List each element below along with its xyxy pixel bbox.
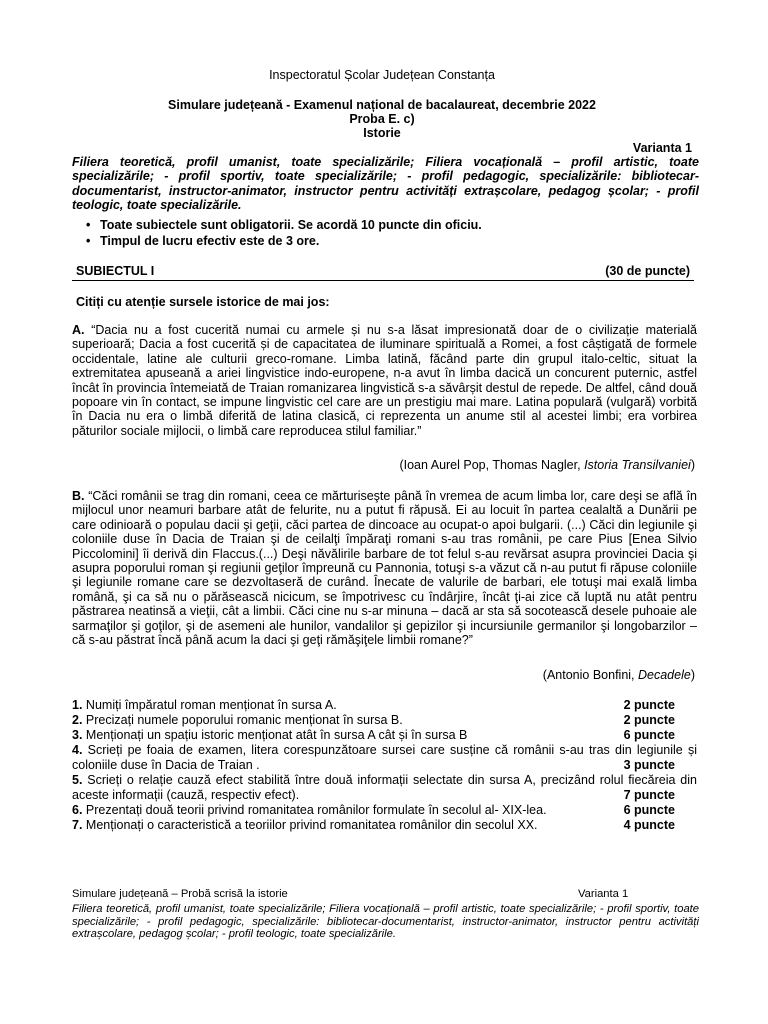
source-a-work: Istoria Transilvaniei — [584, 458, 691, 472]
filiera-description: Filiera teoretică, profil umanist, toate specializările; Filiera vocațională – profil artistic, toate specializările; - profil sportiv, toate specializările; - profil pedagogic, specializările: bibliotecar-documentarist, instructor-animator, instructor pentru activități extrașcolare, pedagog școlar; - profil teologic, toate specializările. — [72, 155, 699, 213]
source-a-text: “Dacia nu a fost cucerită numai cu armele și nu s-a lăsat impresionată doar de o civilizație materială superioară; Dacia a fost cucerită și de capacitatea de iluminare spirituală a Romei, a fost câștigată de formele occidentale, latine ale culturii greco-romane. Limba latină, făcând parte din grupul italo-celtic, situat la extremitatea apuseană a ariei lingvistice indo-europene, n-a avut în limba dacică un concurent puternic, astfel încât în provincia întemeiată de Traian romanizarea lingvistică s-a săvârșit destul de repede. De altfel, când două popoare vin în contact, se impune lingvistic cel care are un prestigiu mai mare. Latina populară (vulgară) vorbită în Dacia nu era o limbă diferită de latina clasică, ci reprezenta un anume stil al acestei limbi; era vorbirea păturilor sociale mijlocii, o limbă care reproducea stilul familiar.” — [72, 323, 697, 438]
question-points: 6 puncte — [623, 728, 675, 742]
question-item — [72, 728, 697, 743]
question-text: Numiți împăratul roman menționat în sursa A. — [85, 698, 337, 712]
instruction: Citiți cu atenție sursele istorice de mai jos: — [76, 295, 330, 309]
institution-name: Inspectoratul Școlar Județean Constanța — [269, 68, 495, 82]
question-number: 2. — [72, 713, 83, 727]
source-b-text: “Căci românii se trag din romani, ceea ce mărturiseşte până în vremea de acum limba lor, care deşi se află în mijlocul unor neamuri barbare atât de felurite, nu a putut fi răpusă. Ei au locuit în partea cealaltă a Dunării pe care odinioară o populau dacii şi geţii, căci partea de dincoace au ocupat-o apoi bulgarii. (...) Căci din legiunile şi coloniile duse în Dacia de Traian şi de ceilalţi împăraţi romani s-au tras românii, pe care Pius [Enea Silvio Piccolomini] îi derivă din Flaccus.(...) Deşi năvălirile barbare de tot felul s-au revărsat asupra provinciei Dacia şi asupra poporului roman şi regiunii geţilor împreună cu Pannonia, totuşi s-a văzut că n-au putut fi răpuse coloniile şi legiunile romane care se dezvoltaseră de curând. Înecate de valurile de barbari, ele totuşi mai exală limba română, şi ca să nu o părăsească nicicum, se împotrivesc cu îndârjire, încât ţi-ai zice că luptă nu atât pentru păstrarea neatinsă a vieţii, cât a limbii. Căci cine nu s-ar minuna – dacă ar sta să socotească desele puhoaie ale sarmaţilor şi goţilor, şi de asemeni ale hunilor, vandalilor şi gepizilor şi incursiunile germanilor şi longobarzilor – că s-au păstrat încă până acum la daci şi geţi rămăşiţele limbii romane?” — [72, 489, 697, 648]
source-b-work: Decadele — [638, 668, 691, 682]
question-points: 4 puncte — [623, 818, 675, 832]
question-text: Scrieți pe foaia de examen, litera corespunzătoare sursei care susține că românii s-au tras din legiunile și coloniile duse în Dacia de Traian . — [72, 743, 697, 772]
footer-variant: Varianta 1 — [578, 888, 629, 900]
footer-filiera: Filiera teoretică, profil umanist, toate specializările; Filiera vocațională – profil artistic, toate specializările; - profil sportiv, toate specializările; - profil pedagogic, specializările: bibliotecar-documentarist, instructor-animator, instructor pentru activități extrașcolare, pedagog școlar; - profil teologic, toate specializările. — [72, 903, 699, 940]
question-text: Scrieți o relație cauză efect stabilită între două informații selectate din sursa A, precizând rolul fiecăreia din aceste informații (cauză, respectiv efect). — [72, 773, 697, 802]
source-a-author: (Ioan Aurel Pop, Thomas Nagler, — [399, 458, 585, 472]
question-number: 5. — [72, 773, 83, 787]
rules-list — [72, 217, 692, 249]
source-b — [72, 489, 697, 647]
question-text: Prezentați două teorii privind romanitatea românilor formulate în secolul al- XIX-lea. — [85, 803, 547, 817]
section-title: SUBIECTUL I — [76, 264, 155, 278]
source-a-citation — [300, 458, 695, 472]
question-points: 7 puncte — [623, 788, 675, 802]
question-item — [72, 773, 697, 803]
question-item — [72, 713, 697, 728]
exam-title: Simulare județeană - Examenul național de bacalaureat, decembrie 2022 — [168, 98, 596, 112]
question-text: Menționați o caracteristică a teoriilor privind romanitatea românilor din secolul XX. — [85, 818, 538, 832]
question-points: 3 puncte — [623, 758, 675, 772]
source-b-label: B. — [72, 489, 85, 503]
question-points: 6 puncte — [623, 803, 675, 817]
rule-item: • Toate subiectele sunt obligatorii. Se acordă 10 puncte din oficiu. — [72, 217, 692, 233]
question-number: 6. — [72, 803, 83, 817]
footer-title: Simulare județeană – Probă scrisă la istorie — [72, 888, 288, 900]
question-number: 3. — [72, 728, 83, 742]
source-b-author: (Antonio Bonfini, — [542, 668, 638, 682]
question-number: 1. — [72, 698, 83, 712]
question-text: Menționați un spațiu istoric menționat atât în sursa A cât și în sursa B — [85, 728, 468, 742]
question-number: 7. — [72, 818, 83, 832]
source-a-close: ) — [690, 458, 695, 472]
exam-subject: Istorie — [363, 126, 401, 140]
exam-proba: Proba E. c) — [349, 112, 415, 126]
rule-item: • Timpul de lucru efectiv este de 3 ore. — [72, 233, 692, 249]
section-points: (30 de puncte) — [605, 264, 690, 278]
question-item — [72, 818, 697, 833]
question-item — [72, 803, 697, 818]
source-b-close: ) — [690, 668, 695, 682]
question-text: Precizați numele poporului romanic menționat în sursa B. — [85, 713, 403, 727]
section-heading — [72, 264, 694, 281]
question-item — [72, 698, 697, 713]
question-points: 2 puncte — [623, 698, 675, 712]
source-b-citation — [300, 668, 695, 682]
question-item — [72, 743, 697, 773]
source-a — [72, 323, 697, 438]
variant-label: Varianta 1 — [632, 141, 692, 155]
question-number: 4. — [72, 743, 83, 757]
question-points: 2 puncte — [623, 713, 675, 727]
source-a-label: A. — [72, 323, 85, 337]
